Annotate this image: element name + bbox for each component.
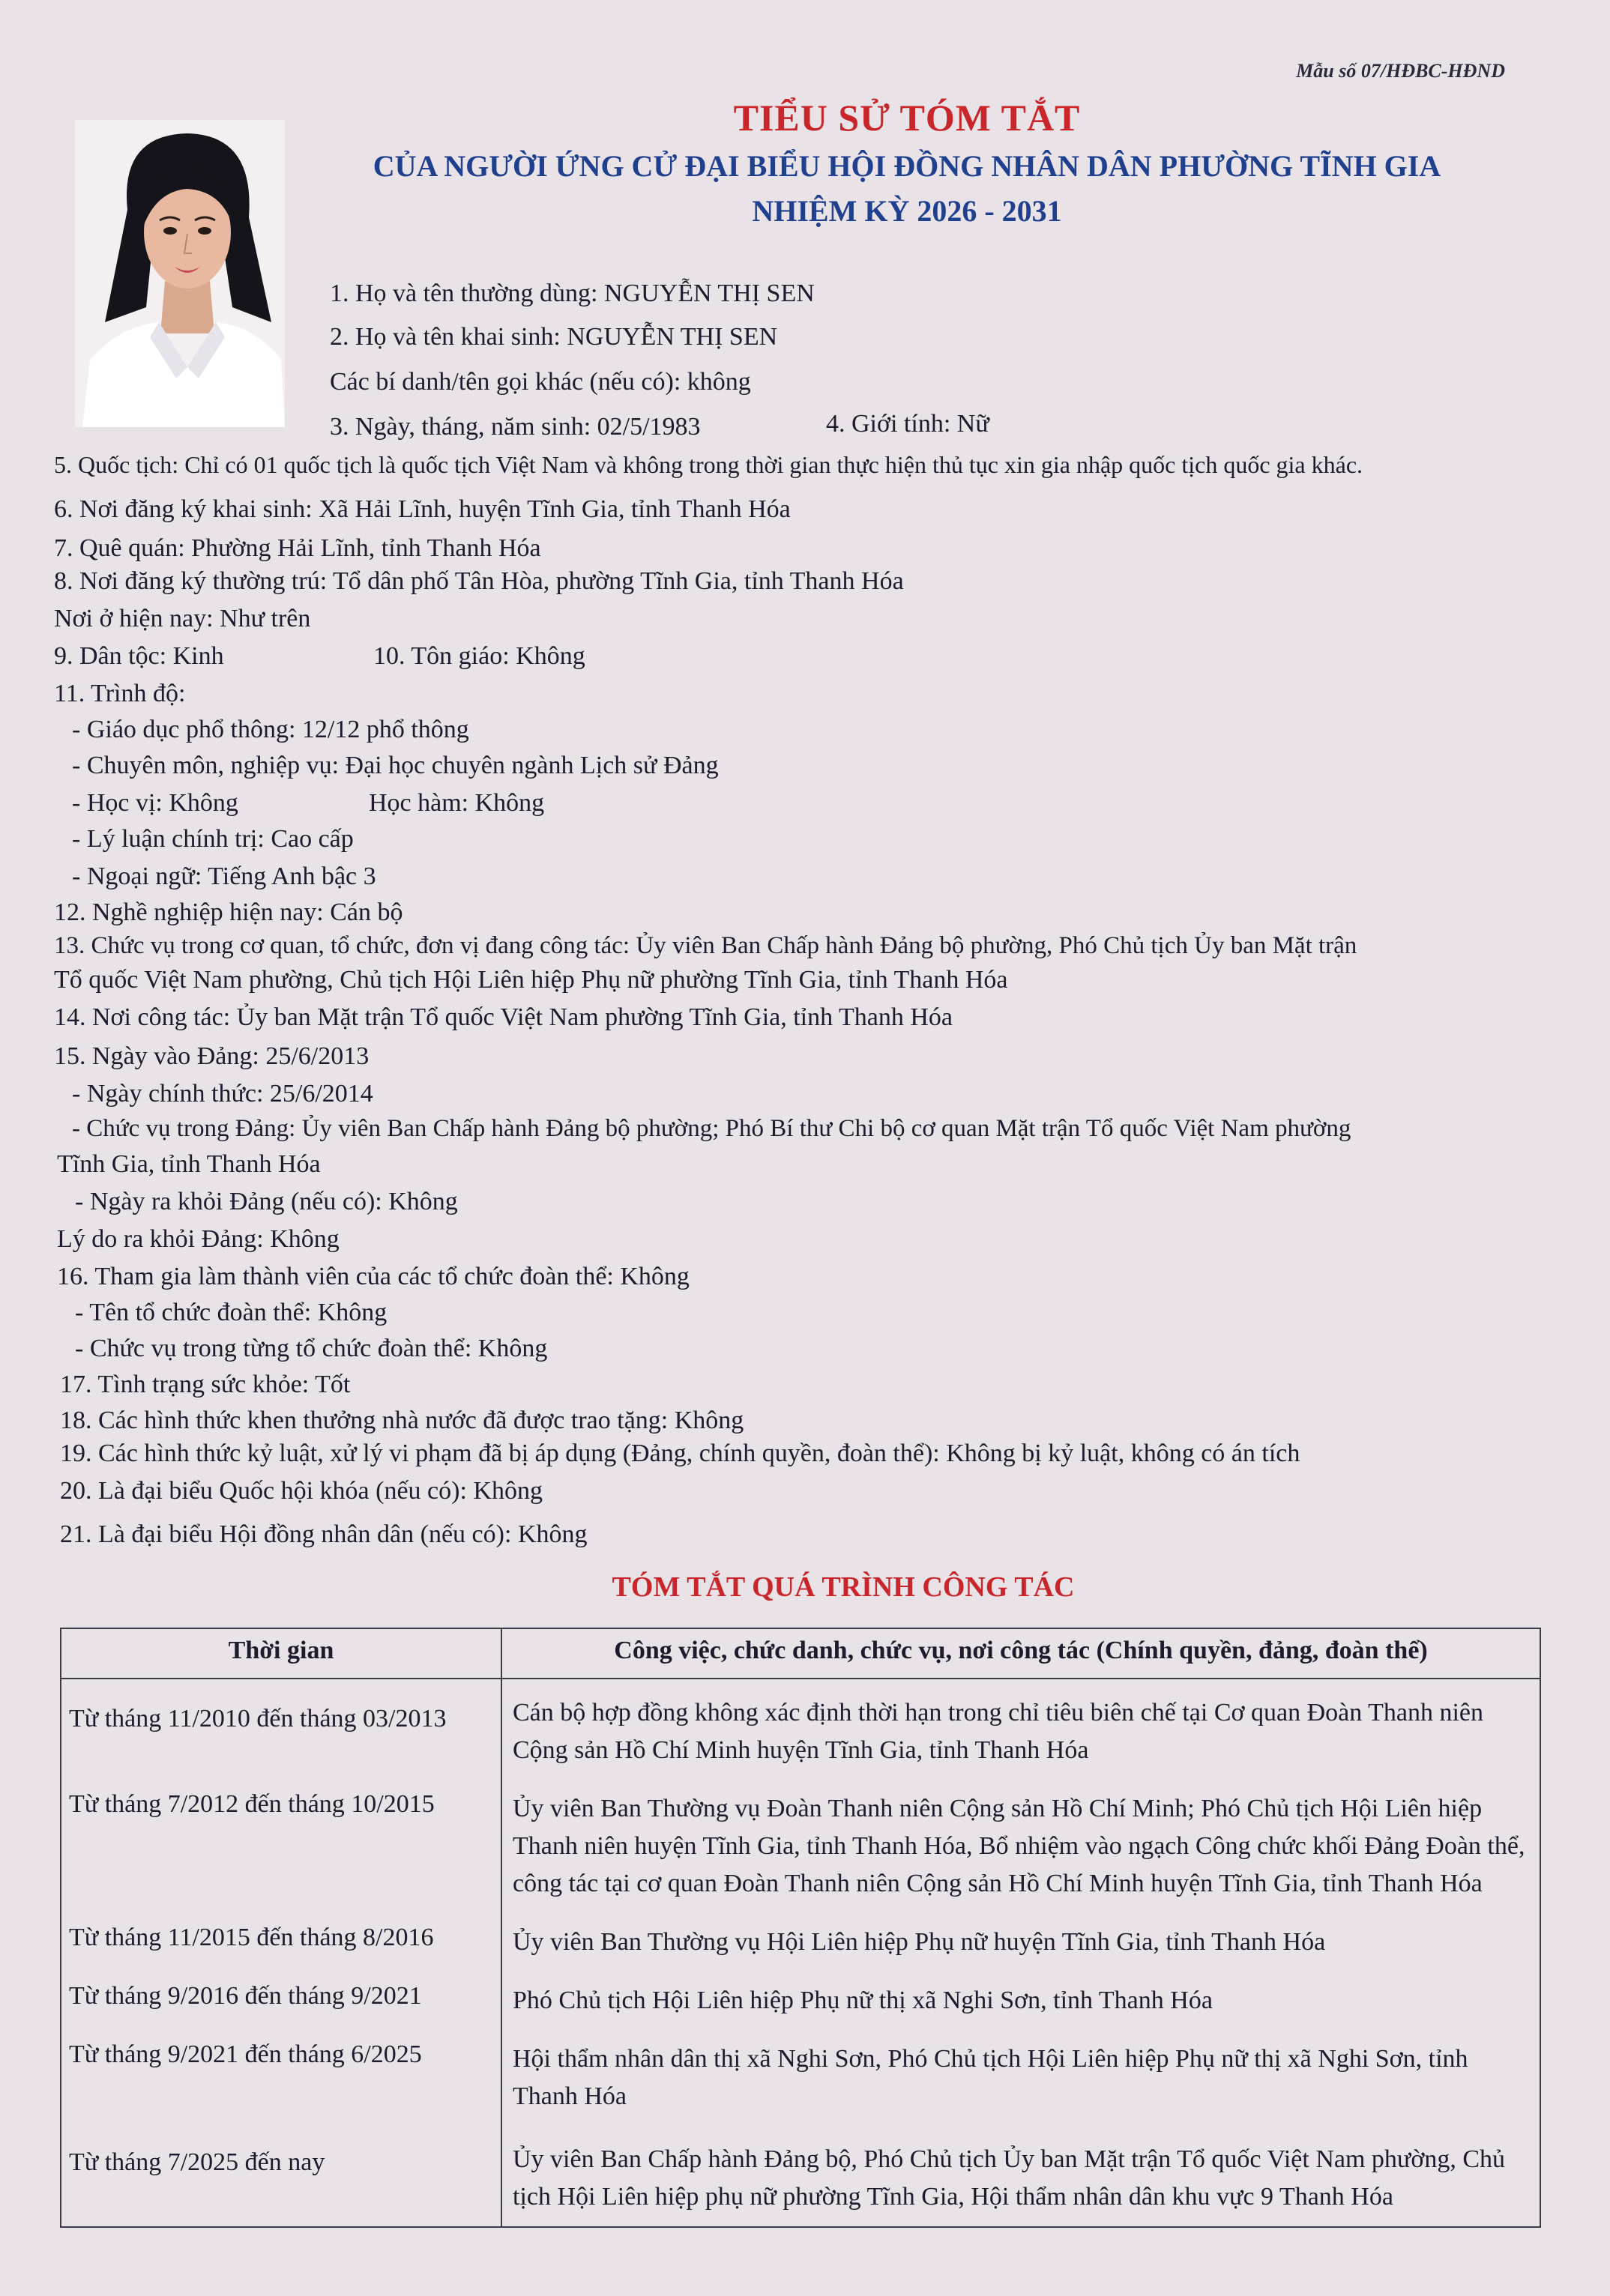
field-aliases: Các bí danh/tên gọi khác (nếu có): không	[330, 368, 751, 396]
cell-time: Từ tháng 9/2021 đến tháng 6/2025	[61, 2030, 501, 2126]
field-common-name: 1. Họ và tên thường dùng: NGUYỄN THỊ SEN	[330, 280, 815, 307]
work-history-title: TÓM TẮT QUÁ TRÌNH CÔNG TÁC	[612, 1571, 1075, 1603]
portrait-photo	[75, 120, 285, 427]
field-edu-politics: - Lý luận chính trị: Cao cấp	[72, 825, 354, 853]
field-org-position: - Chức vụ trong từng tổ chức đoàn thể: Không	[75, 1335, 548, 1362]
document-subtitle: CỦA NGƯỜI ỨNG CỬ ĐẠI BIỂU HỘI ĐỒNG NHÂN DÂN PHƯỜNG TĨNH GIA	[373, 149, 1441, 183]
table-row	[61, 1972, 1540, 2030]
cell-time: Từ tháng 9/2016 đến tháng 9/2021	[61, 1972, 501, 2030]
field-workplace: 14. Nơi công tác: Ủy ban Mặt trận Tổ quốc Việt Nam phường Tĩnh Gia, tỉnh Thanh Hóa	[54, 1003, 953, 1031]
field-hometown: 7. Quê quán: Phường Hải Lĩnh, tỉnh Thanh Hóa	[54, 534, 541, 562]
cell-job: Ủy viên Ban Thường vụ Đoàn Thanh niên Cộng sản Hồ Chí Minh; Phó Chủ tịch Hội Liên hiệp Thanh niên huyện Tĩnh Gia, tỉnh Thanh Hóa, Bổ nhiệm vào ngạch Công chức khối Đảng Đoàn thể, công tác tại cơ quan Đoàn Thanh niên Cộng sản Hồ Chí Minh huyện Tĩnh Gia, tỉnh Thanh Hóa	[501, 1780, 1540, 1913]
field-health: 17. Tình trạng sức khỏe: Tốt	[60, 1371, 351, 1398]
cell-time: Từ tháng 11/2010 đến tháng 03/2013	[61, 1679, 501, 1780]
field-awards: 18. Các hình thức khen thưởng nhà nước đã được trao tặng: Không	[60, 1407, 744, 1434]
field-national-assembly: 20. Là đại biểu Quốc hội khóa (nếu có): Không	[60, 1477, 543, 1505]
work-history-table	[60, 1628, 1541, 2228]
document-title: TIỂU SỬ TÓM TẮT	[733, 97, 1081, 139]
cell-time: Từ tháng 11/2015 đến tháng 8/2016	[61, 1913, 501, 1972]
field-peoples-council: 21. Là đại biểu Hội đồng nhân dân (nếu có): Không	[60, 1520, 588, 1548]
field-education-heading: 11. Trình độ:	[54, 680, 186, 707]
field-party-exit-reason: Lý do ra khỏi Đảng: Không	[57, 1225, 340, 1253]
field-party-join-date: 15. Ngày vào Đảng: 25/6/2013	[54, 1042, 370, 1070]
field-edu-title: Học hàm: Không	[369, 789, 545, 817]
field-current-residence: Nơi ở hiện nay: Như trên	[54, 605, 311, 632]
table-row	[61, 1679, 1540, 1780]
field-birth-registration: 6. Nơi đăng ký khai sinh: Xã Hải Lĩnh, huyện Tĩnh Gia, tỉnh Thanh Hóa	[54, 495, 791, 523]
cell-job: Phó Chủ tịch Hội Liên hiệp Phụ nữ thị xã Nghi Sơn, tỉnh Thanh Hóa	[501, 1972, 1540, 2030]
column-header-job: Công việc, chức danh, chức vụ, nơi công tác (Chính quyền, đảng, đoàn thể)	[501, 1628, 1540, 1679]
field-party-exit-date: - Ngày ra khỏi Đảng (nếu có): Không	[75, 1188, 458, 1215]
cell-job: Hội thẩm nhân dân thị xã Nghi Sơn, Phó Chủ tịch Hội Liên hiệp Phụ nữ thị xã Nghi Sơn, tỉnh Thanh Hóa	[501, 2030, 1540, 2126]
cell-time: Từ tháng 7/2012 đến tháng 10/2015	[61, 1780, 501, 1913]
field-gender: 4. Giới tính: Nữ	[826, 410, 989, 438]
field-discipline: 19. Các hình thức kỷ luật, xử lý vi phạm đã bị áp dụng (Đảng, chính quyền, đoàn thể): Không bị kỷ luật, không có án tích	[60, 1439, 1300, 1467]
field-permanent-residence: 8. Nơi đăng ký thường trú: Tổ dân phố Tân Hòa, phường Tĩnh Gia, tỉnh Thanh Hóa	[54, 567, 904, 595]
field-position-line1: 13. Chức vụ trong cơ quan, tổ chức, đơn vị đang công tác: Ủy viên Ban Chấp hành Đảng bộ phường, Phó Chủ tịch Ủy ban Mặt trận	[54, 932, 1357, 959]
field-birth-name: 2. Họ và tên khai sinh: NGUYỄN THỊ SEN	[330, 323, 778, 351]
column-header-time: Thời gian	[61, 1628, 501, 1679]
table-row	[61, 1780, 1540, 1913]
field-mass-organizations: 16. Tham gia làm thành viên của các tổ chức đoàn thể: Không	[57, 1263, 690, 1290]
field-occupation: 12. Nghề nghiệp hiện nay: Cán bộ	[54, 898, 403, 926]
term-subtitle: NHIỆM KỲ 2026 - 2031	[752, 194, 1062, 228]
field-edu-general: - Giáo dục phổ thông: 12/12 phổ thông	[72, 716, 469, 743]
field-nationality: 5. Quốc tịch: Chỉ có 01 quốc tịch là quốc tịch Việt Nam và không trong thời gian thực hiện thủ tục xin gia nhập quốc tịch quốc gia khác.	[54, 451, 1363, 478]
field-birth-date: 3. Ngày, tháng, năm sinh: 02/5/1983	[330, 413, 701, 441]
table-row	[61, 1913, 1540, 1972]
field-party-official-date: - Ngày chính thức: 25/6/2014	[72, 1080, 373, 1108]
cell-time: Từ tháng 7/2025 đến nay	[61, 2126, 501, 2227]
field-org-name: - Tên tổ chức đoàn thể: Không	[75, 1299, 388, 1326]
field-party-position-line2: Tĩnh Gia, tỉnh Thanh Hóa	[57, 1150, 321, 1178]
field-edu-language: - Ngoại ngữ: Tiếng Anh bậc 3	[72, 862, 376, 890]
form-number: Mẫu số 07/HĐBC-HĐND	[1296, 60, 1505, 82]
cell-job: Cán bộ hợp đồng không xác định thời hạn trong chỉ tiêu biên chế tại Cơ quan Đoàn Thanh niên Cộng sản Hồ Chí Minh huyện Tĩnh Gia, tỉnh Thanh Hóa	[501, 1679, 1540, 1780]
field-edu-degree: - Học vị: Không	[72, 789, 238, 817]
cell-job: Ủy viên Ban Chấp hành Đảng bộ, Phó Chủ tịch Ủy ban Mặt trận Tổ quốc Việt Nam phường, Chủ tịch Hội Liên hiệp phụ nữ phường Tĩnh Gia, Hội thẩm nhân dân khu vực 9 Thanh Hóa	[501, 2126, 1540, 2227]
table-row	[61, 2126, 1540, 2227]
field-edu-specialty: - Chuyên môn, nghiệp vụ: Đại học chuyên ngành Lịch sử Đảng	[72, 752, 719, 779]
field-religion: 10. Tôn giáo: Không	[373, 642, 585, 670]
cell-job: Ủy viên Ban Thường vụ Hội Liên hiệp Phụ nữ huyện Tĩnh Gia, tỉnh Thanh Hóa	[501, 1913, 1540, 1972]
table-row	[61, 2030, 1540, 2126]
field-party-position-line1: - Chức vụ trong Đảng: Ủy viên Ban Chấp hành Đảng bộ phường; Phó Bí thư Chi bộ cơ quan Mặt trận Tổ quốc Việt Nam phường	[72, 1115, 1351, 1142]
field-ethnicity: 9. Dân tộc: Kinh	[54, 642, 224, 670]
table-header-row	[61, 1628, 1540, 1679]
field-position-line2: Tổ quốc Việt Nam phường, Chủ tịch Hội Liên hiệp Phụ nữ phường Tĩnh Gia, tỉnh Thanh Hóa	[54, 966, 1008, 994]
